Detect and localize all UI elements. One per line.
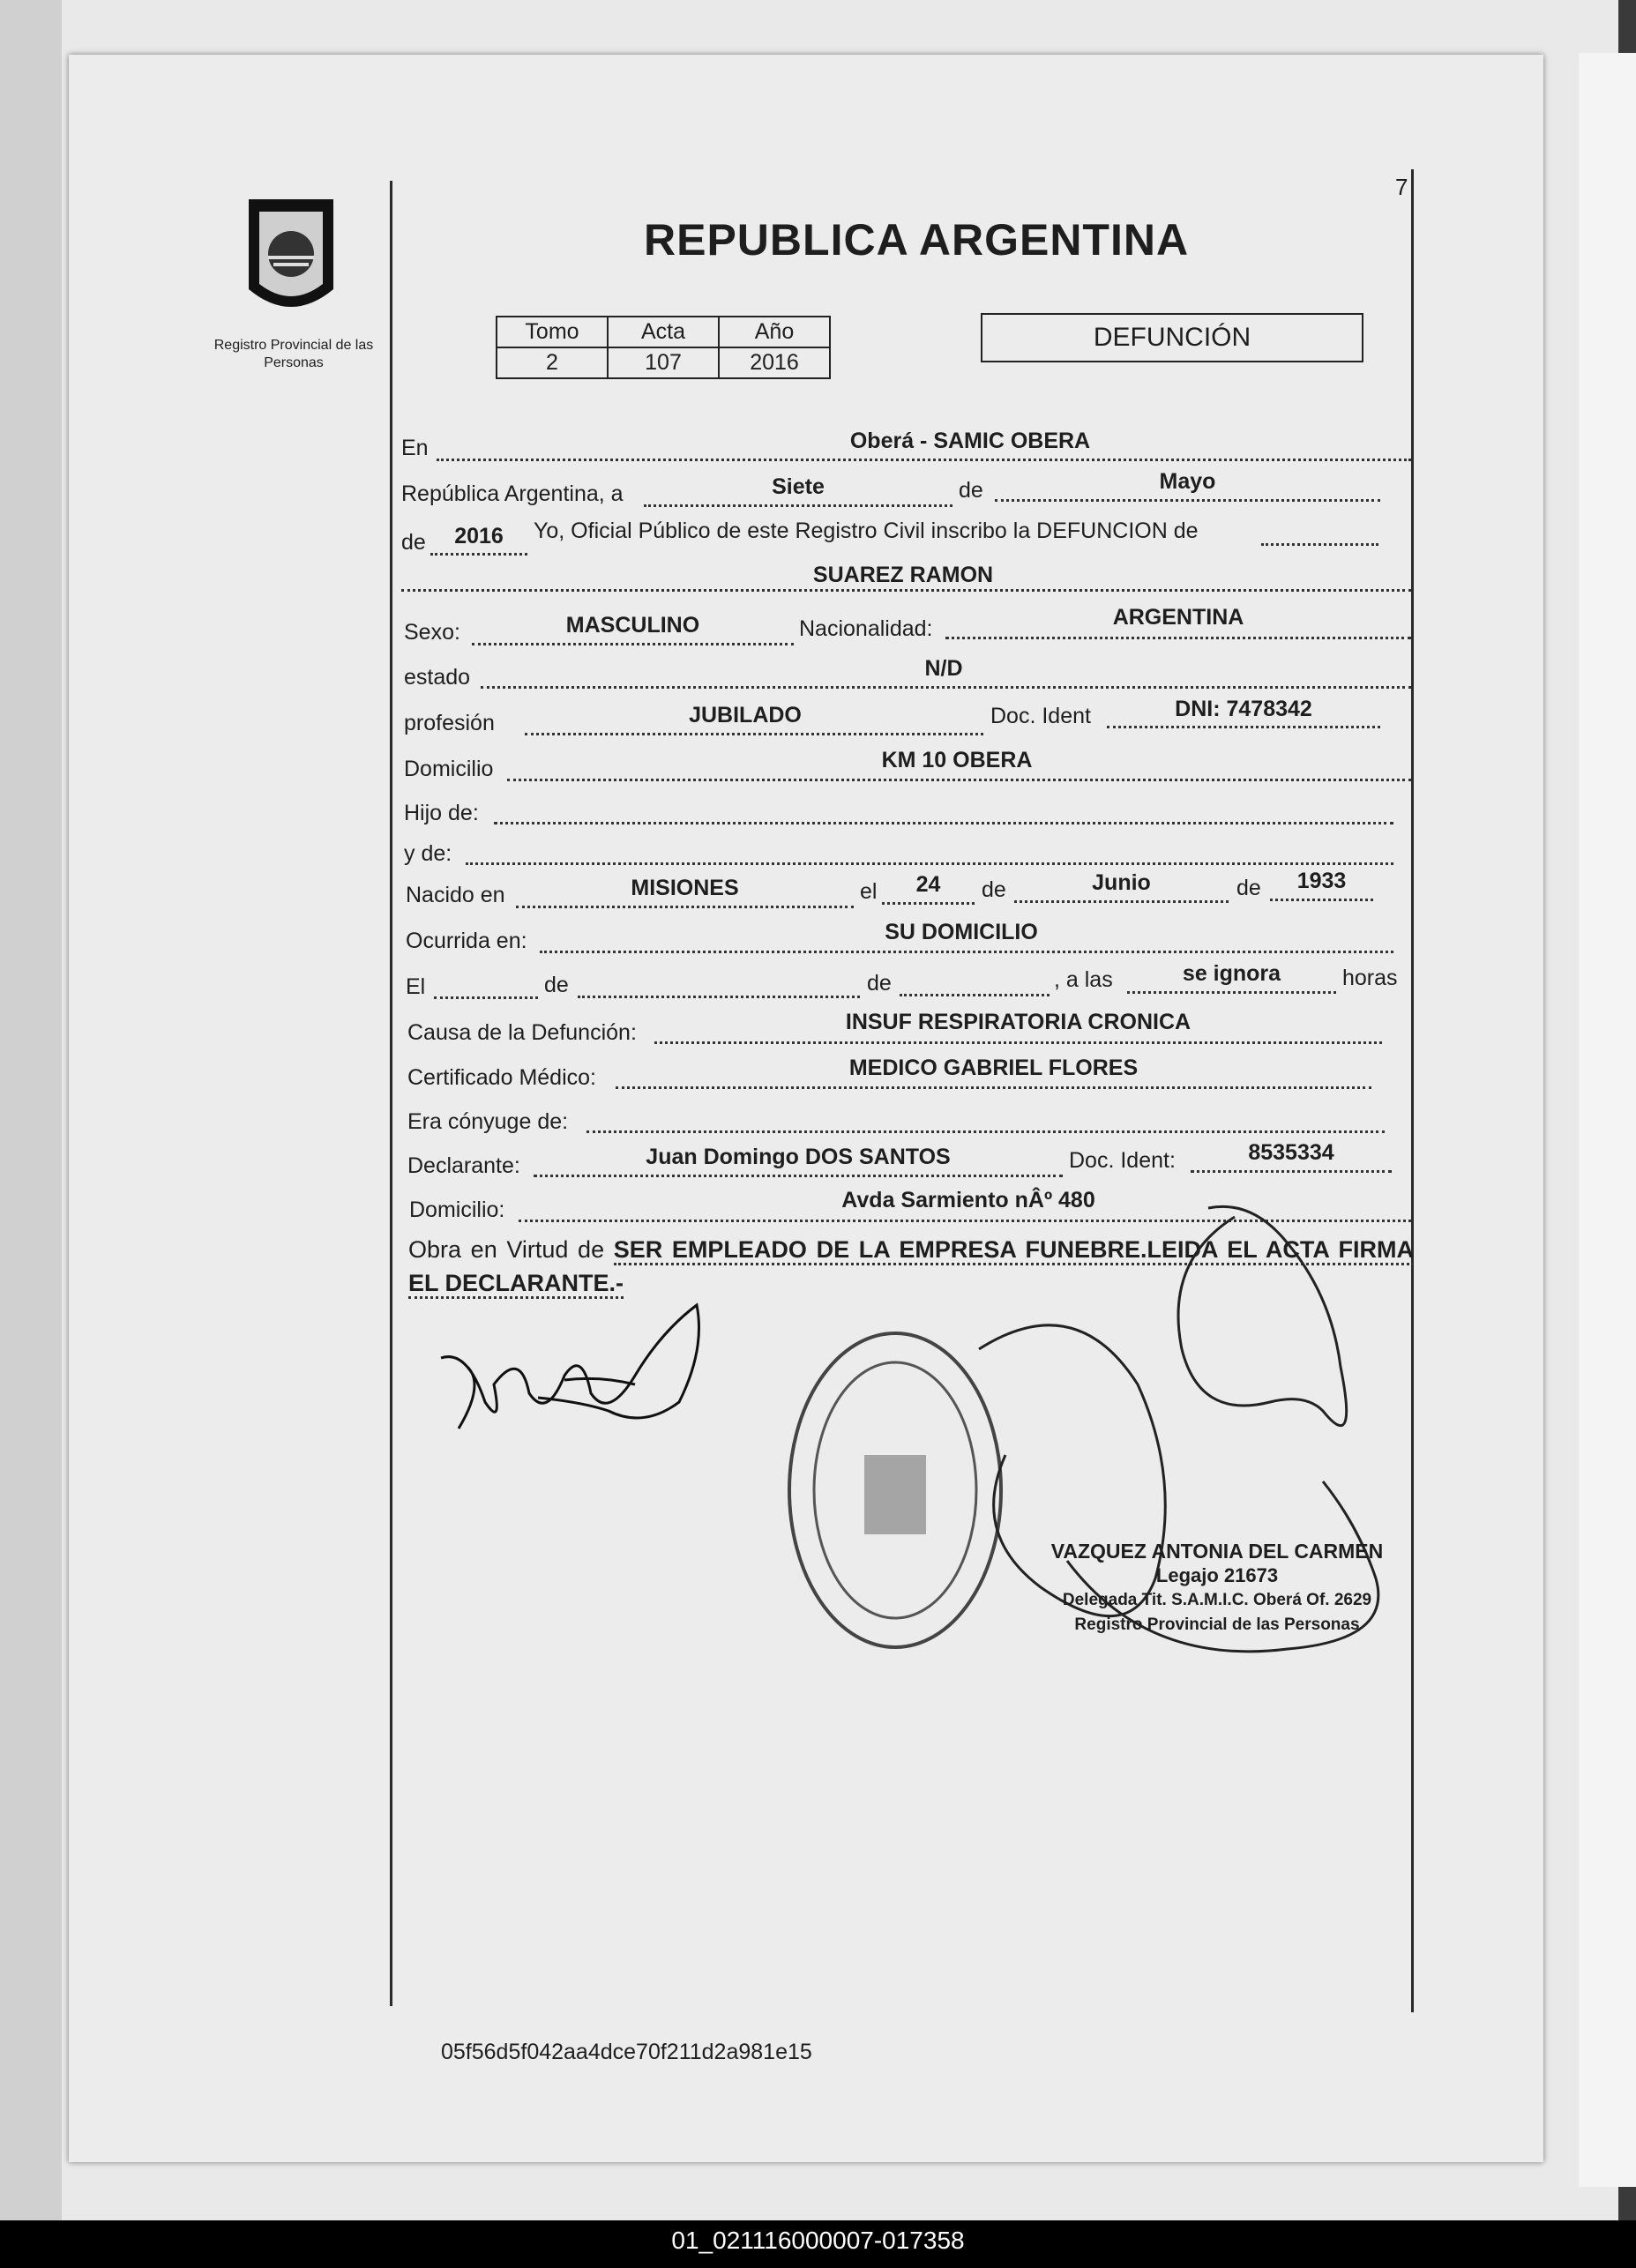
dots-nacionalidad: [945, 637, 1411, 639]
label-el: El: [406, 974, 426, 999]
left-margin-line: [390, 181, 392, 2006]
label-causa: Causa de la Defunción:: [407, 1020, 637, 1045]
label-profesion: profesión: [404, 711, 495, 735]
official-name: VAZQUEZ ANTONIA DEL CARMEN: [1050, 1540, 1384, 1563]
label-republica: República Argentina, a: [401, 481, 624, 506]
dots-ocurr-anio: [900, 994, 1050, 996]
dots-declarante: [534, 1175, 1063, 1177]
dots-oficial: [1261, 543, 1378, 546]
value-obra: SER EMPLEADO DE LA EMPRESA FUNEBRE.LEIDA EL ACTA FIRMA EL DECLARANTE.-: [408, 1236, 1414, 1299]
dots-ocurr-mes: [578, 996, 860, 998]
image-caption: 01_021116000007-017358: [671, 2227, 965, 2254]
dots-conyuge: [586, 1130, 1385, 1133]
label-el-nac: el: [860, 879, 878, 904]
official-legajo: Legajo 21673: [1155, 1564, 1279, 1586]
official-cargo: Delegada Tit. S.A.M.I.C. Oberá Of. 2629: [1062, 1591, 1372, 1609]
label-conyuge: Era cónyuge de:: [407, 1109, 569, 1134]
value-profesion: JUBILADO: [689, 703, 802, 727]
value-domicilio: KM 10 OBERA: [881, 748, 1033, 772]
official-signature-block: [1050, 1539, 1385, 1638]
background-page-right: [1579, 53, 1636, 2187]
registry-header-tomo: Tomo: [497, 317, 608, 347]
registry-header-anio: Año: [719, 317, 830, 347]
dots-y-de: [466, 862, 1393, 865]
value-declarante-domicilio: Avda Sarmiento nÂº 480: [841, 1188, 1095, 1212]
declarant-signature-icon: [432, 1296, 714, 1446]
registry-table: [496, 316, 831, 379]
label-nacido-en: Nacido en: [406, 883, 505, 907]
value-nacionalidad: ARGENTINA: [1112, 605, 1244, 630]
label-en: En: [401, 436, 429, 460]
value-lugar: Oberá - SAMIC OBERA: [849, 429, 1091, 453]
value-certificado: MEDICO GABRIEL FLORES: [848, 1056, 1139, 1080]
value-nac-mes: Junio: [1092, 870, 1151, 895]
registry-header-acta: Acta: [608, 317, 719, 347]
value-dia: Siete: [772, 474, 825, 499]
label-de-ocurr-mes: de: [544, 973, 569, 997]
value-estado: N/D: [924, 656, 963, 681]
dots-hijo-de: [494, 822, 1393, 824]
dots-nac-anio: [1270, 899, 1373, 901]
value-declarante-doc: 8535334: [1248, 1140, 1334, 1165]
label-doc-ident: Doc. Ident: [990, 704, 1091, 728]
dots-sexo: [472, 643, 794, 645]
label-de-mes: de: [959, 478, 983, 503]
right-margin-line: [1411, 169, 1414, 2012]
registry-value-row: [497, 347, 830, 378]
label-de-nac-mes: de: [982, 877, 1006, 902]
dots-nacido-en: [516, 906, 854, 908]
label-certificado: Certificado Médico:: [407, 1065, 596, 1090]
dots-anio: [430, 553, 527, 556]
page-edge-left: [0, 0, 62, 2220]
value-doc: DNI: 7478342: [1175, 697, 1312, 721]
value-nacido-en: MISIONES: [631, 876, 739, 900]
dots-hora: [1127, 991, 1336, 994]
label-ocurrida-en: Ocurrida en:: [406, 929, 527, 953]
label-obra: Obra en Virtud de: [408, 1236, 605, 1263]
label-domicilio: Domicilio: [404, 757, 494, 781]
dots-dia: [644, 504, 952, 507]
value-mes: Mayo: [1159, 469, 1216, 494]
document-type-box: DEFUNCIÓN: [981, 313, 1363, 362]
dots-nac-mes: [1014, 900, 1229, 903]
value-nombre: SUAREZ RAMON: [812, 563, 994, 587]
dots-certificado: [616, 1086, 1371, 1089]
dots-estado: [481, 686, 1411, 689]
page-title: REPUBLICA ARGENTINA: [644, 215, 1190, 265]
dots-nac-dia: [882, 902, 975, 905]
label-domicilio-2: Domicilio:: [409, 1197, 505, 1222]
registry-value-tomo: 2: [497, 347, 608, 378]
dots-nombre: [401, 589, 1411, 592]
document-hash: 05f56d5f042aa4dce70f211d2a981e15: [441, 2040, 812, 2064]
dots-declarante-doc: [1191, 1170, 1392, 1173]
dots-mes: [995, 499, 1380, 502]
dots-en: [437, 459, 1411, 461]
organization-label: Registro Provincial de las Personas: [213, 338, 374, 370]
value-sexo: MASCULINO: [565, 613, 700, 638]
value-anio: 2016: [454, 524, 504, 548]
dots-doc: [1107, 726, 1380, 728]
value-nac-anio: 1933: [1296, 869, 1347, 893]
dots-domicilio: [507, 779, 1411, 781]
official-org: Registro Provincial de las Personas: [1074, 1615, 1360, 1634]
dots-profesion: [525, 733, 983, 735]
value-nac-dia: 24: [915, 872, 941, 897]
value-causa: INSUF RESPIRATORIA CRONICA: [845, 1010, 1192, 1034]
value-ocurrida-en: SU DOMICILIO: [885, 920, 1038, 944]
value-hora: se ignora: [1182, 961, 1281, 986]
label-hijo-de: Hijo de:: [404, 801, 479, 825]
dots-ocurrida-en: [540, 951, 1393, 953]
value-declarante: Juan Domingo DOS SANTOS: [646, 1145, 951, 1169]
province-emblem-icon: [238, 192, 344, 321]
label-doc-ident-2: Doc. Ident:: [1069, 1148, 1176, 1173]
label-de-ocurr-anio: de: [867, 971, 892, 996]
label-nacionalidad: Nacionalidad:: [799, 616, 933, 641]
label-y-de: y de:: [404, 841, 452, 866]
registry-header-row: [497, 317, 830, 347]
registry-value-anio: 2016: [719, 347, 830, 378]
page-number: 7: [1395, 174, 1408, 200]
dots-el: [434, 996, 538, 999]
label-de-nac-anio: de: [1236, 876, 1261, 900]
label-horas: horas: [1342, 966, 1398, 990]
label-declarante: Declarante:: [407, 1153, 520, 1178]
label-estado: estado: [404, 665, 471, 690]
label-a-las: , a las: [1054, 967, 1113, 992]
registry-value-acta: 107: [608, 347, 719, 378]
label-sexo: Sexo:: [404, 620, 460, 645]
label-oficial: Yo, Oficial Público de este Registro Civil inscribo la DEFUNCION de: [534, 519, 1199, 543]
label-de-anio: de: [401, 530, 426, 555]
dots-causa: [654, 1041, 1382, 1044]
